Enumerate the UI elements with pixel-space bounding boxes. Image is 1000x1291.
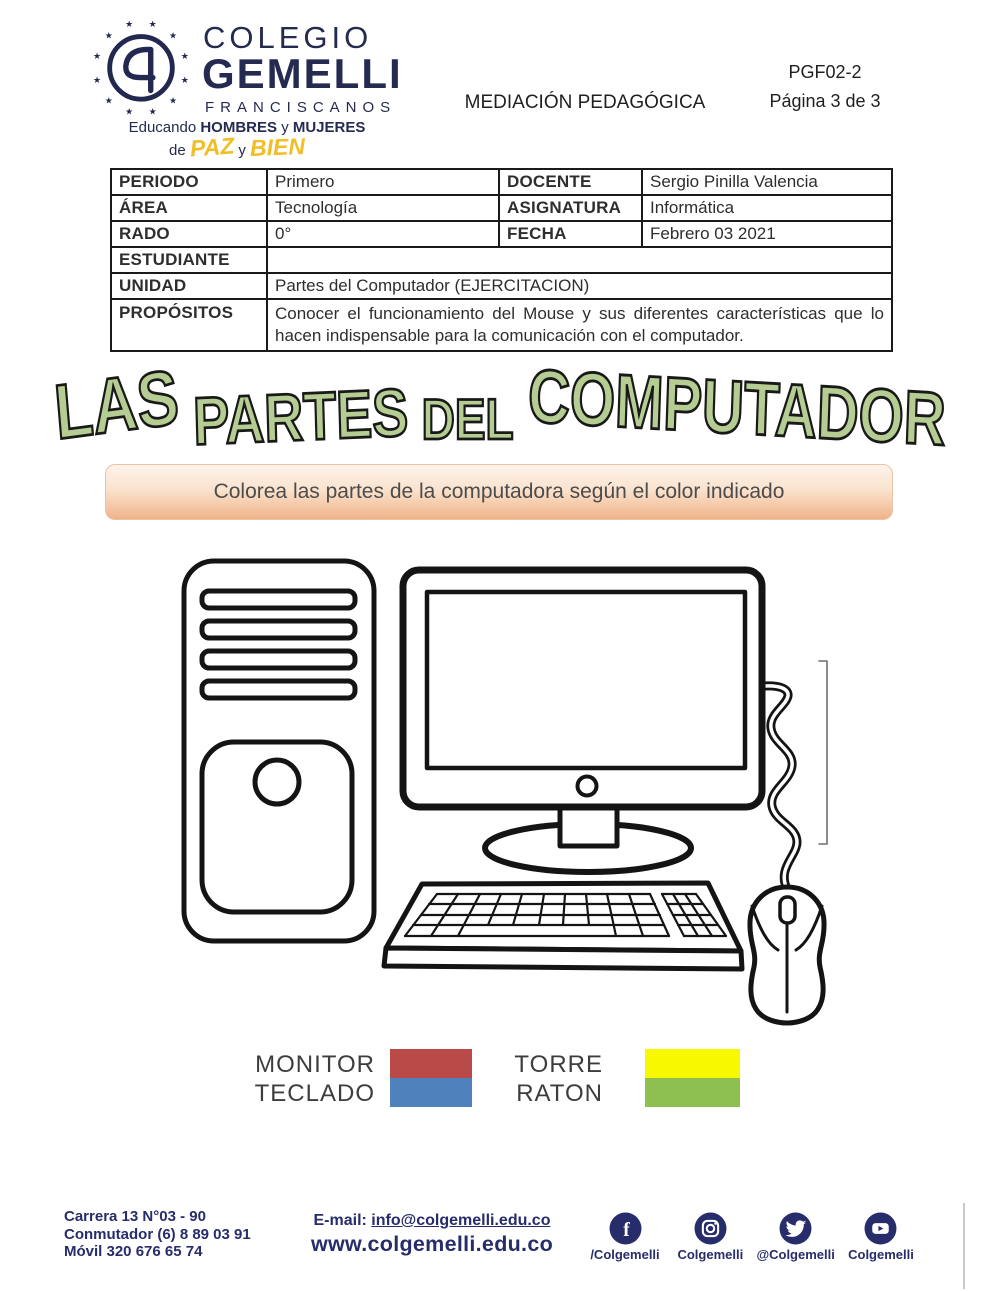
social-facebook[interactable] — [583, 1212, 667, 1262]
social-handle: Colgemelli — [677, 1247, 744, 1262]
cell-value: Febrero 03 2021 — [642, 221, 892, 247]
svg-text:★: ★ — [148, 18, 157, 29]
svg-text:★: ★ — [180, 51, 189, 62]
page-indicator: Página 3 de 3 — [769, 91, 881, 111]
logo-ring-icon — [110, 37, 173, 100]
motto-word1: PAZ — [188, 132, 235, 162]
svg-text:★: ★ — [93, 51, 102, 62]
table-row — [111, 221, 892, 247]
cell-value: Tecnología — [267, 195, 499, 221]
mouse-cable — [764, 686, 797, 889]
svg-text:★: ★ — [168, 95, 178, 106]
email-label: E-mail: — [313, 1212, 367, 1229]
school-name-line3: FRANCISCANOS — [205, 99, 397, 116]
school-motto — [112, 134, 362, 161]
address-line: Carrera 13 N°03 - 90 — [64, 1208, 206, 1225]
tower-drawing — [184, 561, 374, 941]
legend-labels-left — [225, 1050, 375, 1108]
social-instagram[interactable] — [668, 1212, 752, 1262]
tagline-pre: Educando — [128, 119, 197, 136]
social-youtube[interactable] — [839, 1212, 923, 1262]
document-type-title: MEDIACIÓN PEDAGÓGICA — [464, 92, 706, 113]
cell-label: FECHA — [499, 221, 642, 247]
tagline-conj: y — [281, 119, 289, 136]
cell-value: Primero — [267, 169, 499, 195]
cell-label: DOCENTE — [499, 169, 642, 195]
address-line: Conmutador (6) 8 89 03 91 — [64, 1225, 251, 1243]
tagline-word2: MUJERES — [292, 119, 366, 136]
cell-label: UNIDAD — [111, 273, 267, 299]
cell-label: PROPÓSITOS — [111, 299, 267, 351]
instruction-banner: Colorea las partes de la computadora según el color indicado — [105, 464, 893, 520]
color-swatch-torre — [645, 1049, 740, 1078]
title-word: PARTES — [191, 375, 409, 460]
motto-word2: BIEN — [249, 133, 306, 161]
email-link[interactable]: info@colgemelli.edu.co — [371, 1212, 551, 1229]
svg-text:★: ★ — [180, 74, 189, 85]
address-line: Móvil 320 676 65 74 — [64, 1243, 203, 1260]
social-handle: /Colgemelli — [590, 1247, 660, 1262]
footer-address — [64, 1208, 251, 1261]
svg-text:f: f — [622, 1220, 630, 1242]
cell-value: Sergio Pinilla Valencia — [642, 169, 892, 195]
legend-labels-right — [455, 1050, 603, 1108]
cell-value: Informática — [642, 195, 892, 221]
social-twitter[interactable] — [754, 1212, 838, 1262]
social-handle: Colgemelli — [848, 1247, 914, 1262]
color-swatch-raton — [645, 1078, 740, 1107]
svg-text:★: ★ — [168, 30, 178, 41]
mouse-drawing — [750, 887, 824, 1023]
cell-label: ÁREA — [111, 195, 267, 221]
mouse-wheel-icon — [780, 897, 795, 923]
youtube-icon — [864, 1212, 897, 1245]
monitor-screen — [427, 592, 745, 768]
table-row — [111, 299, 892, 351]
svg-text:★: ★ — [125, 18, 134, 29]
svg-text:★: ★ — [148, 106, 157, 117]
legend-label: TECLADO — [254, 1080, 375, 1107]
legend-label: TORRE — [514, 1051, 603, 1078]
table-row — [111, 247, 892, 273]
computer-illustration — [150, 540, 850, 1040]
activity-title — [0, 353, 1000, 462]
title-word: LAS — [50, 354, 182, 457]
logo-glyph-icon — [126, 49, 153, 90]
cell-value — [267, 247, 892, 273]
svg-text:★: ★ — [104, 30, 114, 41]
table-row — [111, 169, 892, 195]
legend-label: RATON — [516, 1080, 603, 1107]
keyboard-drawing — [384, 883, 742, 969]
school-name-line1: COLEGIO — [203, 20, 373, 55]
website-link[interactable]: www.colgemelli.edu.co — [310, 1232, 554, 1256]
facebook-icon — [609, 1212, 642, 1245]
tagline-word1: HOMBRES — [200, 119, 278, 136]
svg-text:★: ★ — [125, 106, 134, 117]
svg-text:★: ★ — [104, 95, 114, 106]
footer-divider — [963, 1203, 965, 1289]
svg-text:★: ★ — [93, 74, 102, 85]
title-word: DEL — [421, 386, 514, 452]
footer-social — [583, 1212, 923, 1262]
cell-label: PERIODO — [111, 169, 267, 195]
title-word: COMPUTADOR — [526, 353, 947, 462]
instagram-icon — [694, 1212, 727, 1245]
school-name-line2: GEMELLI — [202, 50, 403, 97]
motto-conj: y — [238, 142, 246, 159]
cell-label: RADO — [111, 221, 267, 247]
worksheet-info-table — [110, 168, 893, 352]
cell-value: Conocer el funcionamiento del Mouse y sus diferentes características que lo hacen indispensable para la comunicación con el computador. — [267, 299, 892, 351]
cell-value: Partes del Computador (EJERCITACION) — [267, 273, 892, 299]
monitor-drawing — [403, 570, 762, 872]
motto-pre: de — [169, 142, 186, 159]
cell-value: 0° — [267, 221, 499, 247]
legend-label: MONITOR — [255, 1051, 375, 1078]
twitter-icon — [779, 1212, 812, 1245]
school-logo-emblem — [86, 16, 196, 124]
footer-contact — [303, 1212, 561, 1257]
form-code: PGF02-2 — [788, 62, 862, 82]
legend-swatches-right — [645, 1049, 740, 1107]
table-row — [111, 195, 892, 221]
social-handle: @Colgemelli — [756, 1247, 835, 1262]
cell-label: ASIGNATURA — [499, 195, 642, 221]
table-row — [111, 273, 892, 299]
bracket-line — [819, 661, 827, 844]
cell-label: ESTUDIANTE — [111, 247, 267, 273]
